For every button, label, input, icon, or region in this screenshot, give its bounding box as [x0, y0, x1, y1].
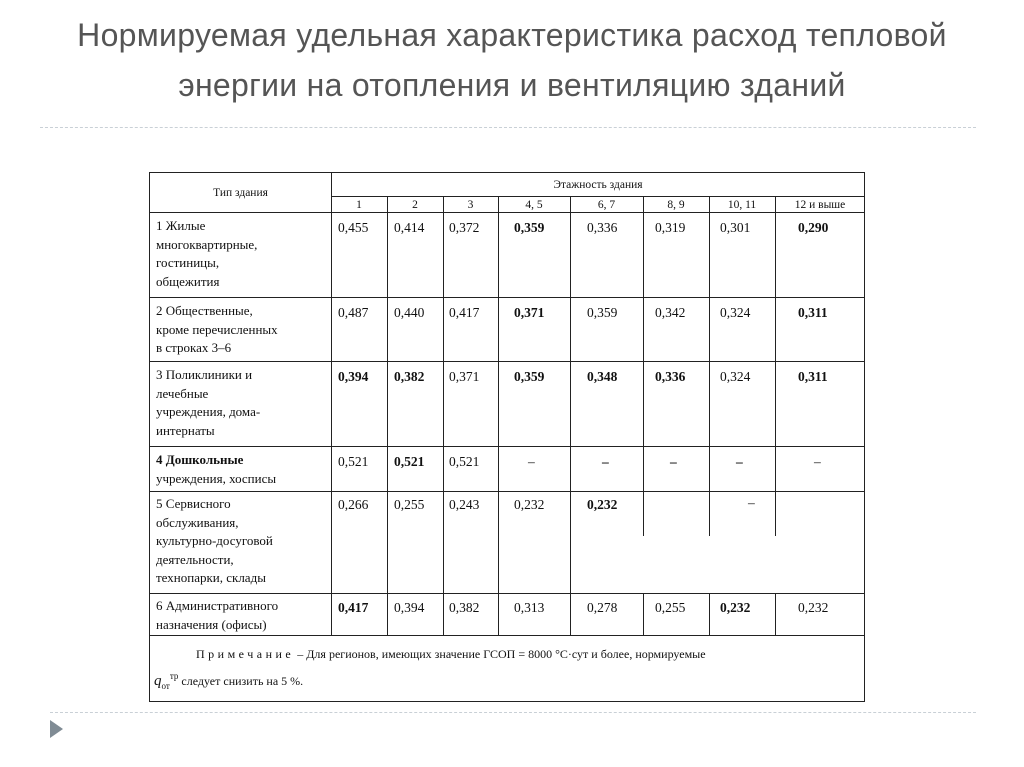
value-cell: 0,311: [798, 305, 828, 320]
floor-header: 10, 11: [727, 199, 757, 211]
floor-header: 2: [412, 199, 418, 211]
value-cell: 0,382: [394, 369, 425, 384]
col-line-1: [387, 196, 388, 635]
value-cell: 0,313: [514, 600, 545, 615]
value-cell: 0,278: [587, 600, 618, 615]
col-line-7b: [775, 593, 776, 635]
norm-table: [149, 172, 865, 702]
floor-header: 1: [356, 199, 362, 211]
value-cell: 0,487: [338, 305, 369, 320]
row-label: 6 Административного назначения (офисы): [156, 598, 279, 632]
q-symbol: $q_{от}^{тр}$: [154, 671, 179, 691]
value-cell: 0,324: [720, 369, 751, 384]
value-cell: 0,232: [798, 600, 829, 615]
floor-header: 8, 9: [667, 199, 685, 211]
col-line-5a: [643, 196, 644, 536]
row-line-1: [150, 297, 865, 298]
row-line-3: [150, 446, 865, 447]
value-cell: 0,336: [587, 220, 618, 235]
note-label: Примечание: [196, 647, 295, 661]
value-cell: 0,311: [798, 369, 828, 384]
next-arrow-icon[interactable]: [50, 720, 63, 738]
value-cell: 0,417: [449, 305, 480, 320]
table-note: [196, 645, 706, 663]
value-cell: 0,440: [394, 305, 425, 320]
floor-header: 12 и выше: [794, 199, 846, 211]
row-label: 4 Дошкольные учреждения, хосписы: [156, 452, 277, 486]
value-cell: 0,324: [720, 305, 751, 320]
value-cell: 0,348: [587, 369, 618, 384]
floor-header: 6, 7: [597, 199, 616, 211]
value-cell: 0,232: [720, 600, 751, 615]
floor-header: 4, 5: [525, 199, 543, 211]
value-cell: 0,371: [449, 369, 480, 384]
row-line-2: [150, 361, 865, 362]
col-line-6b: [709, 593, 710, 635]
value-cell: 0,336: [655, 369, 686, 384]
value-cell: 0,232: [514, 497, 545, 512]
col-line-2: [443, 196, 444, 635]
note-text-2: следует снизить на 5 %.: [181, 674, 304, 688]
note-text-1: – Для регионов, имеющих значение ГСОП = 8000 °С·сут и более, нормируемые: [294, 647, 706, 661]
value-cell: 0,243: [449, 497, 480, 512]
header-building-type: Тип здания: [213, 187, 268, 199]
row-label: 2 Общественные, кроме перечисленных в строках 3–6: [156, 303, 278, 355]
merged-value-cell: –: [748, 495, 755, 510]
value-cell: 0,255: [655, 600, 686, 615]
value-cell: 0,359: [587, 305, 618, 320]
slide-title: Нормируемая удельная характеристика расход тепловой энергии на отопления и вентиляцию зданий: [77, 17, 947, 103]
col-line-5b: [643, 593, 644, 635]
value-cell: –: [602, 454, 609, 469]
value-cell: 0,521: [338, 454, 369, 469]
value-cell: 0,232: [587, 497, 618, 512]
row-line-6: [150, 635, 865, 636]
floor-header: 3: [467, 199, 474, 211]
value-cell: 0,382: [449, 600, 480, 615]
row-line-4: [150, 491, 865, 492]
row-label: 3 Поликлиники и лечебные учреждения, дома- интернаты: [156, 367, 261, 438]
value-cell: 0,301: [720, 220, 751, 235]
value-cell: 0,255: [394, 497, 425, 512]
value-cell: 0,394: [394, 600, 425, 615]
row-line-5: [150, 593, 865, 594]
col-line-0: [331, 173, 332, 635]
value-cell: 0,521: [449, 454, 480, 469]
value-cell: 0,371: [514, 305, 545, 320]
row-label: 5 Сервисного обслуживания, культурно-досуговой деятельности, технопарки, склады: [156, 496, 273, 585]
col-line-6a: [709, 196, 710, 536]
col-line-7a: [775, 196, 776, 536]
table-note-line2: [154, 667, 303, 695]
value-cell: 0,521: [394, 454, 425, 469]
value-cell: –: [670, 454, 677, 469]
value-cell: 0,319: [655, 220, 686, 235]
value-cell: –: [528, 454, 535, 469]
value-cell: 0,372: [449, 220, 480, 235]
value-cell: 0,414: [394, 220, 425, 235]
value-cell: 0,359: [514, 220, 545, 235]
row-label: 1 Жилые многоквартирные, гостиницы, общежития: [156, 218, 258, 289]
header-floors: Этажность здания: [553, 179, 643, 191]
title-divider: [40, 127, 976, 128]
value-cell: 0,455: [338, 220, 369, 235]
footer-divider: [50, 712, 976, 713]
value-cell: 0,359: [514, 369, 545, 384]
value-cell: –: [736, 454, 743, 469]
value-cell: 0,342: [655, 305, 686, 320]
value-cell: 0,417: [338, 600, 369, 615]
value-cell: 0,266: [338, 497, 369, 512]
value-cell: 0,290: [798, 220, 829, 235]
value-cell: –: [814, 454, 821, 469]
col-line-4: [570, 196, 571, 635]
value-cell: 0,394: [338, 369, 369, 384]
col-line-3: [498, 196, 499, 635]
